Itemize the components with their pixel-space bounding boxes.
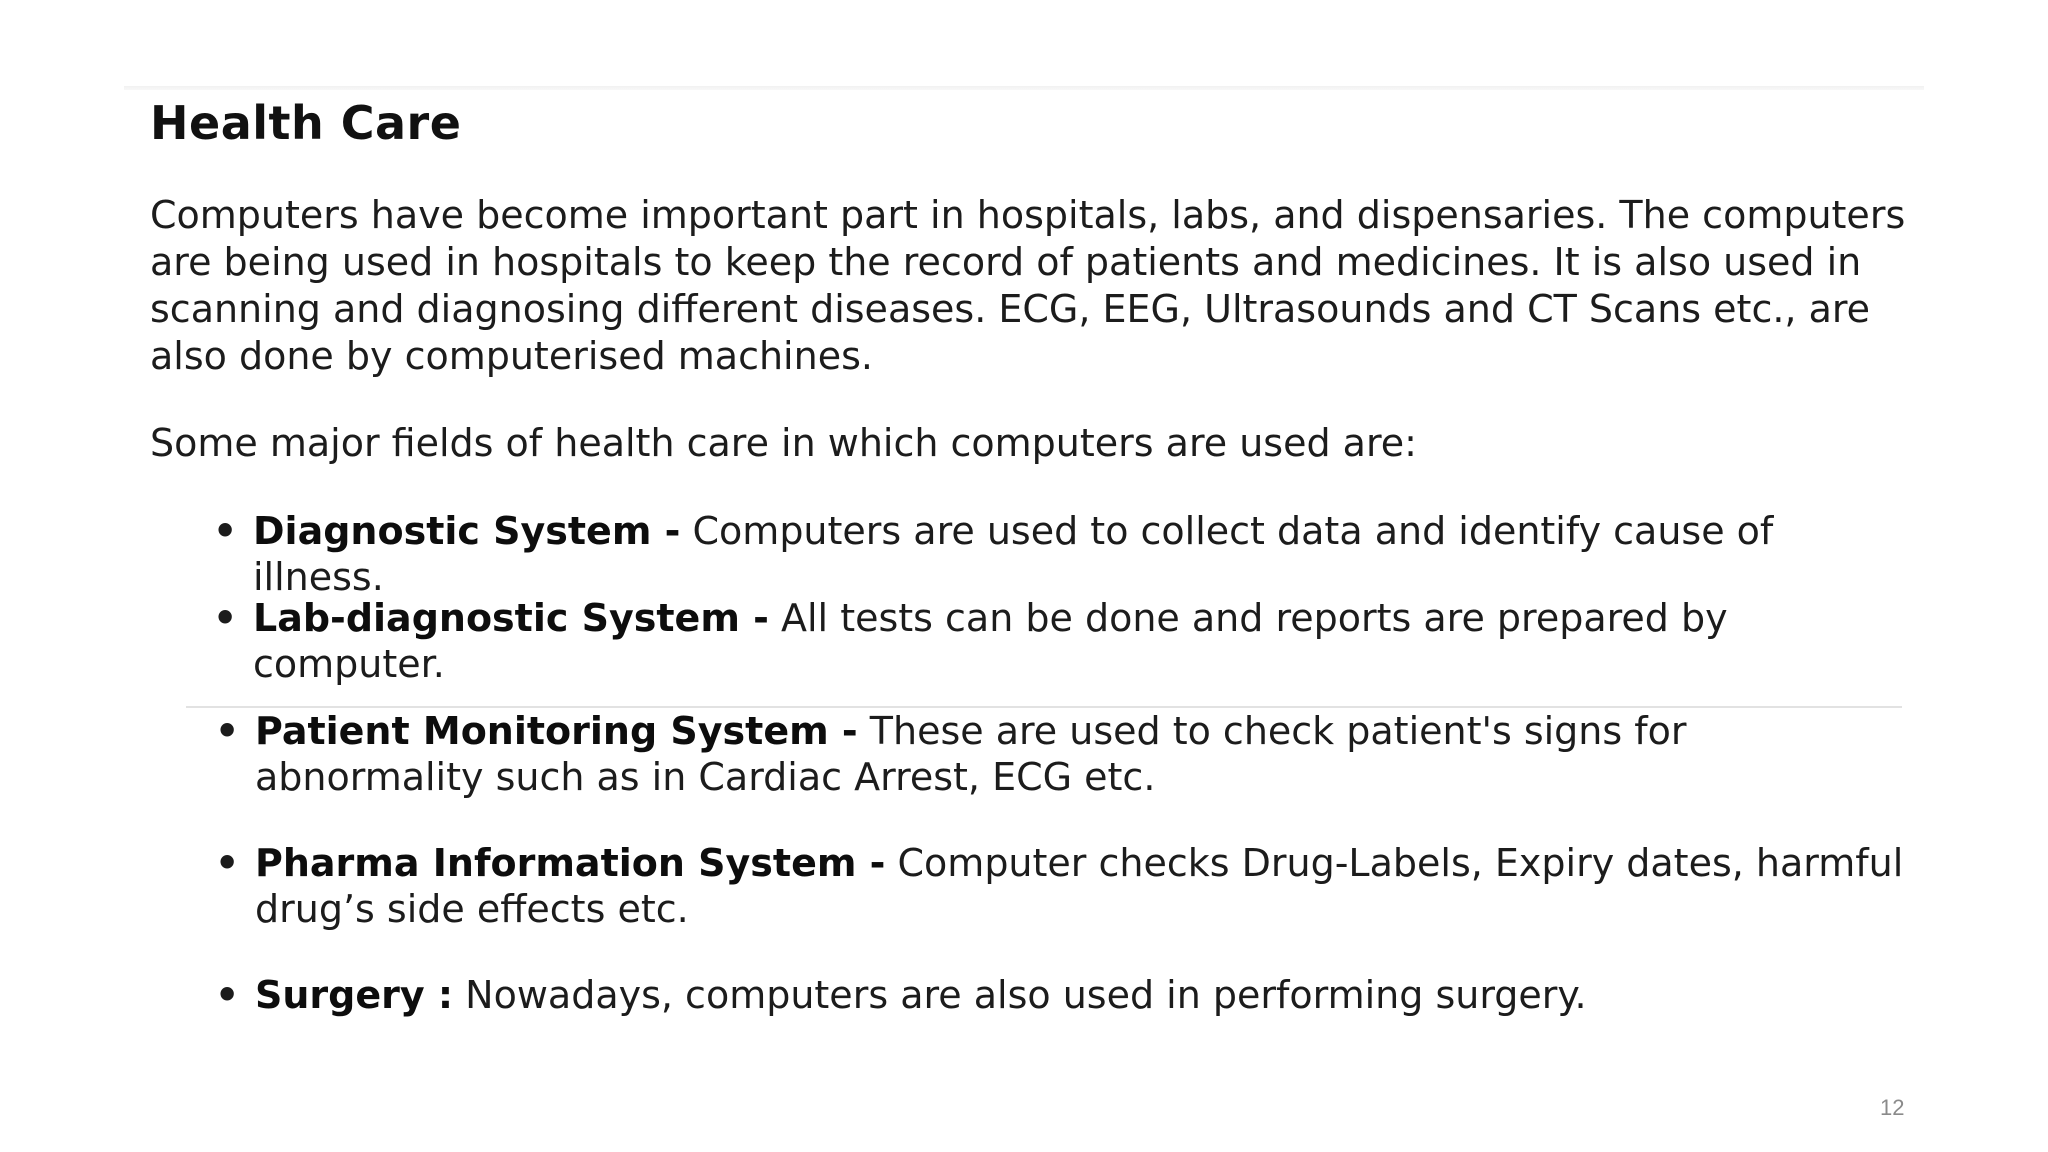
intro-paragraph: Computers have become important part in hospitals, labs, and dispensaries. The computers are being used in hospitals to keep the record of patients and medicines. It is also used in scanning and diagnosing different diseases. ECG, EEG, Ultrasounds and CT Scans etc., are also done by computerised machines. [150, 193, 1906, 378]
list-item-text: All tests can be done and reports are prepared by computer. [253, 596, 1728, 686]
list-item-term: Patient Monitoring System - [255, 709, 858, 753]
slide-title: Health Care [150, 96, 462, 150]
bullet-icon: • [213, 509, 238, 553]
list-item-pharma-information-system [215, 840, 1915, 932]
list-item-text: Nowadays, computers are also used in performing surgery. [453, 973, 1587, 1017]
bullet-icon: • [215, 973, 240, 1017]
bullet-icon: • [215, 709, 240, 753]
list-item-text: Computer checks Drug-Labels, Expiry dates, harmful drug’s side effects etc. [255, 841, 1904, 931]
list-item-term: Lab-diagnostic System - [253, 596, 769, 640]
list-item-text: Computers are used to collect data and identify cause of illness. [253, 509, 1774, 599]
list-item-term: Pharma Information System - [255, 841, 886, 885]
lead-sentence: Some major fields of health care in which computers are used are: [150, 421, 1417, 465]
bullet-icon: • [215, 841, 240, 885]
page-number: 12 [1880, 1095, 1905, 1120]
list-item-term: Surgery : [255, 973, 454, 1017]
list-item-term: Diagnostic System - [253, 509, 681, 553]
bullet-icon: • [213, 596, 238, 640]
top-divider [124, 86, 1924, 90]
list-item-patient-monitoring-system [215, 708, 1915, 800]
list-item-surgery [215, 972, 1915, 1018]
list-item-text: These are used to check patient's signs for abnormality such as in Cardiac Arrest, ECG etc. [255, 709, 1687, 799]
list-item-lab-diagnostic-system [213, 595, 1913, 687]
list-item-diagnostic-system [213, 508, 1913, 600]
